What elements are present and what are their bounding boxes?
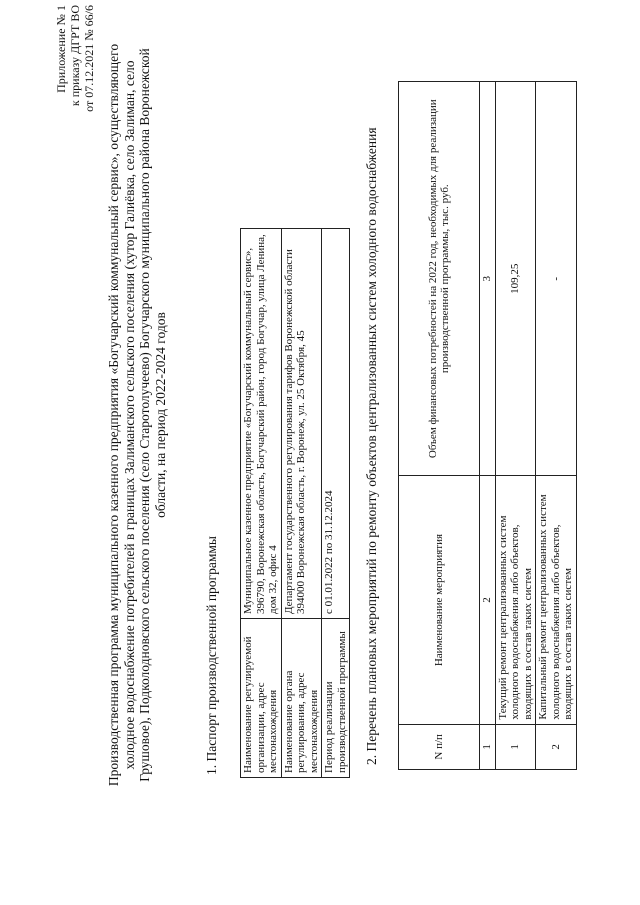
appendix-line-1: Приложение № 1 <box>54 5 68 93</box>
passport-value: с 01.01.2022 по 31.12.2024 <box>322 229 350 619</box>
measure-name: Капитальный ремонт централизованных систем холодного водоснабжения либо объектов, входящих в состав таких систем <box>536 476 577 724</box>
column-header-number: N п/п <box>399 724 480 769</box>
column-header-name: Наименование мероприятия <box>399 476 480 724</box>
table-row <box>495 82 536 770</box>
appendix-line-3: от 07.12.2021 № 66/6 <box>82 5 96 112</box>
column-number: 2 <box>480 476 496 724</box>
document-title: Производственная программа муниципального казенного предприятия «Богучарский коммунальный сервис», осуществляющего холодное водоснабжение потребителей в границах Залиманского сельского поселения (хутор Галиёвка, село Залиман, село Грушовое), Подколодновского сельского поселения (село Старотолучеево) Богучарского муниципального района Воронежской области, на период 2022-2024 годов <box>106 43 168 787</box>
passport-label: Наименование органа регулирования, адрес местонахождения <box>281 619 322 778</box>
table-row <box>241 229 282 778</box>
column-number: 1 <box>480 724 496 769</box>
passport-value: Департамент государственного регулирования тарифов Воронежской области 394000 Воронежская область, г. Воронеж, ул. 25 Октября, 45 <box>281 229 322 619</box>
column-number-row <box>480 82 496 770</box>
measures-table <box>398 81 577 770</box>
measure-value: - <box>536 82 577 476</box>
column-header-value: Объем финансовых потребностей на 2022 год, необходимых для реализации производственной программы, тыс. руб. <box>399 82 480 476</box>
passport-label: Наименование регулируемой организации, адрес местонахождения <box>241 619 282 778</box>
table-row <box>322 229 350 778</box>
table-row <box>281 229 322 778</box>
measure-name: Текущий ремонт централизованных систем холодного водоснабжения либо объектов, входящих в состав таких систем <box>495 476 536 724</box>
table-row <box>536 82 577 770</box>
table-header-row <box>399 82 480 770</box>
appendix-note <box>54 5 96 215</box>
passport-label: Период реализации производственной программы <box>322 619 350 778</box>
section-1-heading: 1. Паспорт производственной программы <box>204 536 219 775</box>
passport-table <box>240 228 350 778</box>
row-number: 2 <box>536 724 577 769</box>
passport-value: Муниципальное казенное предприятие «Богучарский коммунальный сервис», 396790, Воронежская область, Богучарский район, город Богучар, улица Ленина, дом 32, офис 4 <box>241 229 282 619</box>
appendix-line-2: к приказу ДГРТ ВО <box>68 5 82 107</box>
column-number: 3 <box>480 82 496 476</box>
section-2-heading: 2. Перечень плановых мероприятий по ремонту объектов централизованных систем холодного водоснабжения <box>364 127 379 765</box>
measure-value: 109,25 <box>495 82 536 476</box>
row-number: 1 <box>495 724 536 769</box>
